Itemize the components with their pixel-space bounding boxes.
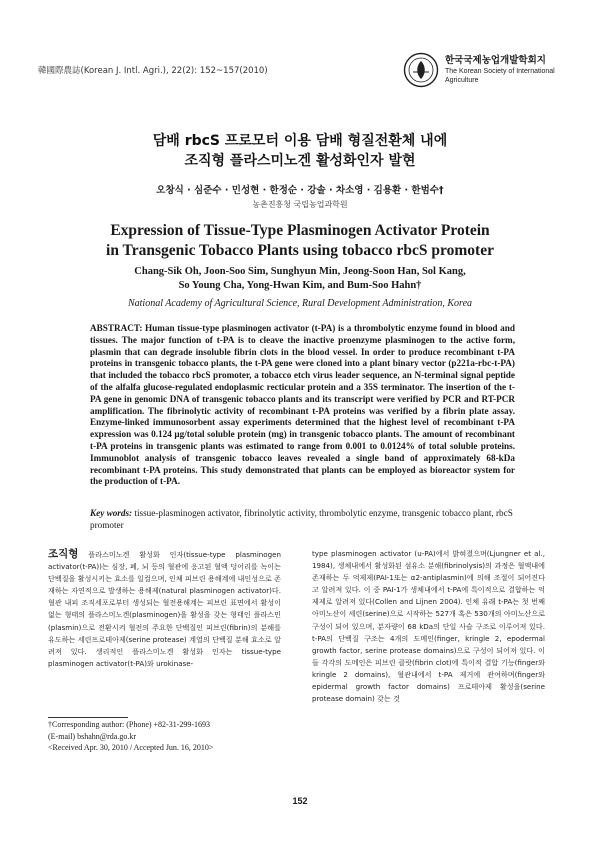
- footnote-received: <Received Apr. 30, 2010 / Accepted Jun. 16, 2010>: [48, 743, 214, 752]
- abstract: ABSTRACT: Human tissue-type plasminogen activator (t-PA) is a thrombolytic enzyme found in blood and tissues. The major function of t-PA is to cleave the inactive proenzyme plasminogen to the active form, plasmin that can degrade insoluble fibrin clots in the blood vessel. In order to produce recombinant t-PA proteins in transgenic tobacco plants, the t-PA gene were cloned into a plant binary vector (p221a-rbc-t-PA) that included the tobacco rbcS promoter, a tobacco etch virus leader sequence, an N-terminal signal peptide of the alfalfa glucose-regulated endoplasmic recticular protein and a 35S terminator. The insertion of the t-PA gene in genomic DNA of transgenic tobacco plants and its transcript were verified by PCR and RT-PCR amplification. The fibrinolytic activity of recombinant t-PA proteins was verified by a fibrin plate assay. Enzyme-linked immunosorbent assay experiments determined that the highest level of recombinant t-PA expression was 0.124 μg/total soluble protein (mg) in transgenic tobacco plants. The amount of recombinant t-PA proteins in transgenic plants was estimated to range from 0.001 to 0.0124% of total soluble proteins. Immunoblot analysis of transgenic tobacco leaves revealed a single band of approximately 68-kDa recombinant t-PA proteins. This study demonstrated that plants can be employed as bioreactor system for the production of t-PA.: [90, 323, 515, 487]
- footnotes: [48, 719, 288, 754]
- footnote-corresponding-author: †Corresponding author: (Phone) +82-31-299-1693: [48, 720, 211, 729]
- english-institution: National Academy of Agricultural Science, Rural Development Administration, Korea: [127, 298, 473, 309]
- english-authors-line-1: Chang-Sik Oh, Joon-Soo Sim, Sunghyun Min, Jeong-Soon Han, Sol Kang,: [134, 266, 466, 277]
- korean-authors: 오창식 · 심준수 · 민성현 · 한정순 · 강솔 · 차소영 · 김용환 · 한범수†: [156, 185, 444, 196]
- society-logo-icon: [403, 52, 439, 88]
- body-lead-word: 조직형: [48, 548, 79, 560]
- keywords-text: tissue-plasminogen activator, fibrinolytic activity, thrombolytic enzyme, transgenic tobacco plant, rbcS promoter: [90, 508, 513, 530]
- body-right-column: type plasminogen activator (u-PA)에서 밝혀졌으며(Ljungner et al., 1984), 생체내에서 활성화된 섬유소 분해(fibrinolysis)의 과정은 혈액내에 존재하는 두 억제제(PAI-1또는 α2-antiplasmin)에 의해 조절이 되어진다고 알려져 있다. 이 중 PAI-1가 생체내에서 t-PA에 특이적으로 결합하는 억제제로 알려져 있다(Collen and Lijnen 2004). 인체 유래 t-PA는 첫 번째 아미노산이 세린(serine)으로 시작하는 527개 혹은 530개의 아미노산으로 구성이 되어 있으며, 분자량이 68 kDa의 단일 사슬 구조로 이루어져 있다. t-PA의 단백질 구조는 4개의 도메인(finger, kringle 2, epodermal growth factor, serine protease domains)으로 구성이 되어져 있다. 이들 각각의 도메인은 피브린 클랏(fibrin clot)에 특이적 결합 기능(finger와 kringle 2 domains), 혈관내에서 t-PA 제거에 관여하며(finger와 epidermal growth factor domains) 프로테아제 활성을(serine protease domain) 갖는 것: [312, 549, 545, 704]
- korean-title-line-1: 담배 rbcS 프로모터 이용 담배 형질전환체 내에: [152, 133, 448, 149]
- body-left-text: 플라스미노겐 활성화 인자(tissue-type plasminogen activator(t-PA))는 심장, 폐, 뇌 등의 혈관에 응고된 혈액 덩어리를 녹이는 단백질을 활성시키는 효소를 일컬으며, 인체 피브린 용해계에 내인성으로 존재하는 자연적으로 발생하는 용해제(natural plasminogen activator)다. 혈관 내피 조직세포로부터 생성되는 혈전용해계는 피브린 표면에서 활성이 없는 형태의 플라스미노겐(plasminogen)을 활성을 갖는 형태인 플라스민(plasmin)으로 전환시켜 혈전의 주요한 단백질인 피브린(fibrin)의 분해를 유도하는 세린프로테아제(serine protease) 계열의 단백질 분해 효소로 알려져 있다. 생리적인 플라스미노겐 활성화 인자는 tissue-type plasminogen activator(t-PA)와 urokinase-: [48, 550, 281, 668]
- keywords-label: Key words:: [90, 508, 133, 518]
- society-name-english: The Korean Society of International Agriculture: [445, 68, 555, 84]
- footnote-email: (E-mail) bshahn@rda.go.kr: [48, 731, 137, 741]
- english-title-line-1: Expression of Tissue-Type Plasminogen Activator Protein: [110, 222, 490, 239]
- english-title-line-2: in Transgenic Tobacco Plants using tobacco rbcS promoter: [106, 242, 494, 259]
- korean-institution: 농촌진흥청 국립농업과학원: [252, 200, 348, 209]
- english-authors-line-2: So Young Cha, Yong-Hwan Kim, and Bum-Soo Hahn†: [178, 280, 422, 291]
- korean-title-line-2: 조직형 플라스미노겐 활성화인자 발현: [184, 153, 416, 169]
- society-name-korean: 한국국제농업개발학회지: [445, 55, 546, 66]
- page-number: 152: [292, 796, 308, 806]
- footnote-divider: [48, 717, 128, 718]
- body-left-column: [48, 548, 281, 670]
- keywords: [90, 508, 515, 532]
- journal-reference: 韓國際農誌(Korean J. Intl. Agri.), 22(2): 152~157(2010): [38, 66, 268, 76]
